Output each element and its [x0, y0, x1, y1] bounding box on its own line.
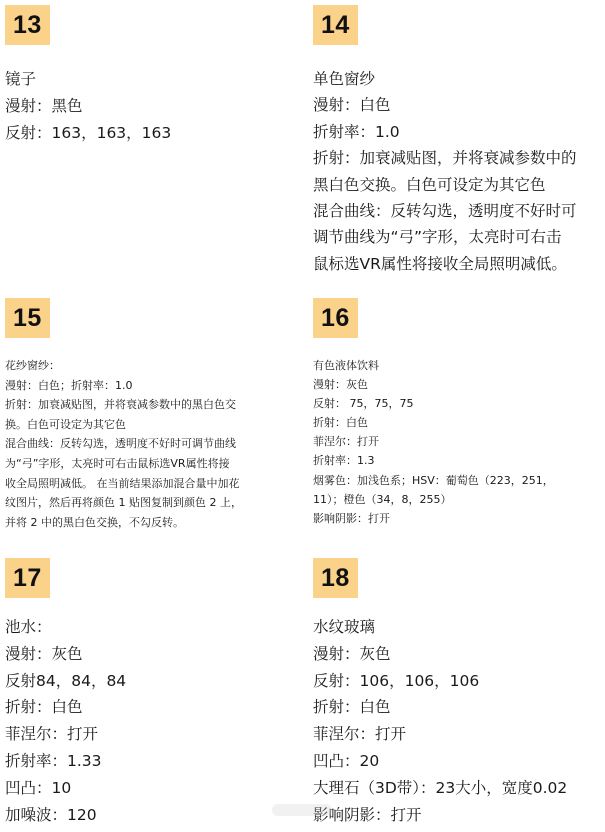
text-line: 调节曲线为“弓”字形，太亮时可右击 — [313, 228, 562, 247]
card-text — [5, 356, 300, 532]
section-number: 17 — [5, 558, 50, 598]
card-text — [313, 614, 605, 828]
text-line: 烟雾色：加浅色系；HSV：葡萄色（223，251， — [313, 473, 554, 487]
text-line: 影响阴影：打开 — [313, 805, 422, 824]
card-text — [5, 614, 300, 828]
text-line: 漫射：灰色 — [313, 378, 368, 392]
text-line: 并将 2 中的黑白色交换，不勾反转。 — [5, 515, 184, 529]
material-title: 池水： — [5, 618, 52, 636]
text-line: 11）；橙色（34，8，255） — [313, 492, 452, 506]
text-line: 反射：106，106，106 — [313, 671, 480, 690]
card-17 — [5, 558, 300, 828]
text-line: 凹凸：20 — [313, 751, 380, 770]
text-line: 鼠标选VR属性将接收全局照明减低。 — [313, 254, 567, 273]
text-line: 漫射：灰色 — [313, 644, 391, 663]
card-text — [5, 66, 300, 146]
material-title: 花纱窗纱： — [5, 359, 60, 372]
card-16 — [313, 298, 605, 528]
faint-watermark — [272, 804, 332, 816]
text-line: 反射：163，163，163 — [5, 123, 172, 142]
text-line: 凹凸：10 — [5, 778, 72, 797]
card-14 — [313, 5, 605, 277]
text-line: 漫射：黑色 — [5, 96, 83, 115]
text-line: 菲涅尔：打开 — [5, 725, 99, 744]
text-line: 漫射：灰色 — [5, 644, 83, 663]
text-line: 黑白色交换。白色可设定为其它色 — [313, 175, 546, 194]
section-number: 18 — [313, 558, 358, 598]
text-line: 混合曲线：反转勾选，透明度不好时可 — [313, 202, 577, 221]
text-line: 折射率：1.0 — [313, 122, 400, 141]
section-number: 16 — [313, 298, 358, 338]
text-line: 加噪波：120 — [5, 805, 97, 824]
section-number: 13 — [5, 5, 50, 45]
material-title: 有色液体饮料 — [313, 359, 379, 372]
text-line: 为“弓”字形，太亮时可右击鼠标选VR属性将接 — [5, 456, 230, 470]
text-line: 反射84，84，84 — [5, 671, 127, 690]
text-line: 折射：加衰减贴图，并将衰减参数中的黑白色交 — [5, 398, 236, 412]
card-18 — [313, 558, 605, 828]
text-line: 大理石（3D带）：23大小，宽度0.02 — [313, 778, 568, 797]
text-line: 折射：加衰减贴图，并将衰减参数中的 — [313, 149, 577, 168]
text-line: 菲涅尔：打开 — [313, 435, 379, 449]
text-line: 折射：白色 — [5, 698, 83, 717]
card-text — [313, 356, 605, 528]
text-line: 反射： 75，75，75 — [313, 397, 414, 411]
text-line: 混合曲线：反转勾选，透明度不好时可调节曲线 — [5, 437, 236, 451]
text-line: 漫射：白色；折射率：1.0 — [5, 378, 133, 392]
text-line: 漫射：白色 — [313, 96, 391, 115]
section-number: 15 — [5, 298, 50, 338]
text-line: 换。白色可设定为其它色 — [5, 417, 126, 431]
material-title: 镜子 — [5, 70, 37, 88]
card-text — [313, 66, 605, 277]
card-15 — [5, 298, 300, 532]
text-line: 收全局照明减低。 在当前结果添加混合量中加花 — [5, 476, 240, 490]
text-line: 折射率：1.33 — [5, 751, 102, 770]
text-line: 影响阴影：打开 — [313, 511, 390, 525]
material-title: 单色窗纱 — [313, 70, 376, 88]
section-number: 14 — [313, 5, 358, 45]
material-title: 水纹玻璃 — [313, 618, 376, 636]
text-line: 折射：白色 — [313, 416, 368, 430]
text-line: 纹图片，然后再将颜色 1 贴图复制到颜色 2 上， — [5, 496, 242, 510]
text-line: 折射率：1.3 — [313, 454, 375, 468]
text-line: 折射：白色 — [313, 698, 391, 717]
text-line: 菲涅尔：打开 — [313, 725, 407, 744]
card-13 — [5, 5, 300, 146]
